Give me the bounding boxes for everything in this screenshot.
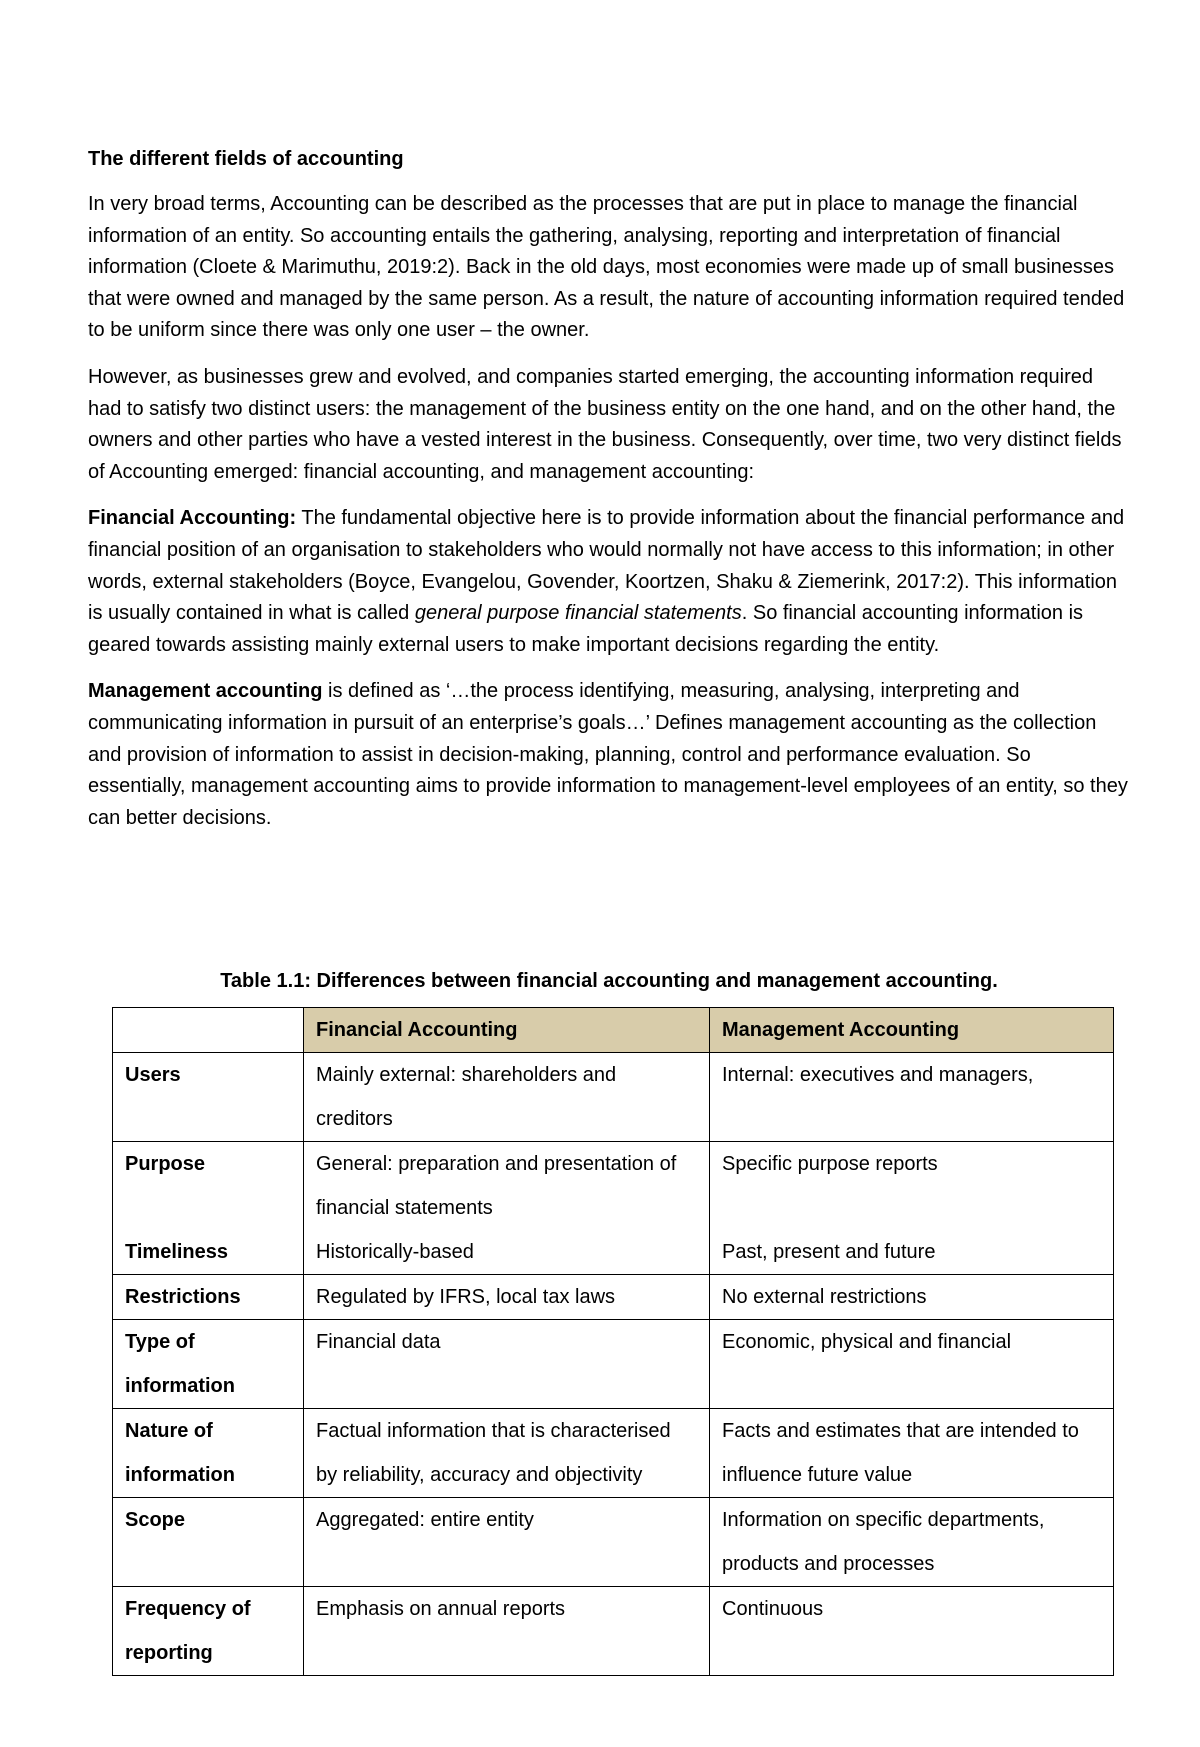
row-label: Restrictions <box>113 1275 304 1320</box>
term-financial-accounting: Financial Accounting: <box>88 507 297 530</box>
management-cell: Specific purpose reports <box>722 1153 938 1175</box>
table-row <box>113 1142 1114 1275</box>
table-corner-cell <box>113 1008 304 1053</box>
row-label: Scope <box>113 1498 304 1587</box>
row-label: Type of information <box>113 1320 304 1409</box>
table-row <box>113 1275 1114 1320</box>
financial-accounting-text-1: The fundamental objective here is to provide information about the financial performance and financial position of an organisation to stakeholders who would normally not have access to this information; in other words, external stakeholders (Boyce, Evangelou, Govender, Koortzen, Shaku & Ziemerink, 2017:2). This information is usually contained in what is called <box>88 507 1125 625</box>
section-heading: The different fields of accounting <box>88 148 404 170</box>
paragraph-evolution: However, as businesses grew and evolved, and companies started emerging, the accounting information required had to satisfy two distinct users: the management of the business entity on the one hand, and on the other hand, the owners and other parties who have a vested interest in the business. Consequently, over time, two very distinct fields of Accounting emerged: financial accounting, and management accounting: <box>88 365 1122 483</box>
financial-accounting-text-2: . So financial accounting information is geared towards assisting mainly external users to make important decisions regarding the entity. <box>88 602 1084 656</box>
paragraph-intro: In very broad terms, Accounting can be described as the processes that are put in place to manage the financial information of an entity. So accounting entails the gathering, analysing, reporting and interpretation of financial information (Cloete & Marimuthu, 2019:2). Back in the old days, most economies were made up of small businesses that were owned and managed by the same person. As a result, the nature of accounting information required tended to be uniform since there was only one user – the owner. <box>88 193 1125 342</box>
management-cell: Continuous <box>710 1587 1114 1676</box>
financial-cell-group <box>304 1142 710 1275</box>
financial-cell: Factual information that is characterised by reliability, accuracy and objectivity <box>304 1409 710 1498</box>
management-cell: No external restrictions <box>710 1275 1114 1320</box>
table-caption-label: Table 1.1 <box>220 970 305 992</box>
term-management-accounting: Management accounting <box>88 680 323 703</box>
management-cell-timeliness: Past, present and future <box>722 1241 936 1263</box>
page-content <box>88 147 1130 1664</box>
table-row <box>113 1587 1114 1676</box>
management-cell: Internal: executives and managers, <box>710 1053 1114 1142</box>
spacer <box>722 1186 1101 1230</box>
management-cell: Economic, physical and financial <box>710 1320 1114 1409</box>
financial-cell: General: preparation and presentation of financial statements <box>316 1153 677 1219</box>
table-caption-text: : Differences between financial accounting and management accounting. <box>304 970 998 992</box>
row-label: Purpose <box>125 1153 206 1175</box>
row-label-timeliness: Timeliness <box>125 1241 229 1263</box>
table-caption <box>88 969 1130 993</box>
header-financial-accounting: Financial Accounting <box>304 1008 710 1053</box>
table-header-row <box>113 1008 1114 1053</box>
management-cell-group <box>710 1142 1114 1275</box>
financial-cell: Mainly external: shareholders and creditors <box>304 1053 710 1142</box>
financial-cell: Regulated by IFRS, local tax laws <box>304 1275 710 1320</box>
differences-table <box>112 1007 1114 1676</box>
paragraph-financial-accounting <box>88 503 1130 661</box>
paragraph-management-accounting <box>88 676 1130 834</box>
management-accounting-text: is defined as ‘…the process identifying, measuring, analysing, interpreting and communicating information in pursuit of an enterprise’s goals…’ Defines management accounting as the collection and provision of information to assist in decision-making, planning, control and performance evaluation. So essentially, management accounting aims to provide information to management-level employees of an entity, so they can better decisions. <box>88 680 1128 829</box>
management-cell: Information on specific departments, products and processes <box>710 1498 1114 1587</box>
financial-cell-timeliness: Historically-based <box>316 1241 474 1263</box>
general-purpose-fs-italic: general purpose financial statements <box>414 602 742 625</box>
row-label: Users <box>113 1053 304 1142</box>
row-label: Frequency of reporting <box>113 1587 304 1676</box>
table-row <box>113 1409 1114 1498</box>
management-cell: Facts and estimates that are intended to influence future value <box>710 1409 1114 1498</box>
financial-cell: Emphasis on annual reports <box>304 1587 710 1676</box>
table-row <box>113 1498 1114 1587</box>
financial-cell: Aggregated: entire entity <box>304 1498 710 1587</box>
financial-cell: Financial data <box>304 1320 710 1409</box>
header-management-accounting: Management Accounting <box>710 1008 1114 1053</box>
table-row <box>113 1320 1114 1409</box>
row-label: Nature of information <box>113 1409 304 1498</box>
row-label-group <box>113 1142 304 1275</box>
spacer <box>125 1186 291 1230</box>
table-row <box>113 1053 1114 1142</box>
